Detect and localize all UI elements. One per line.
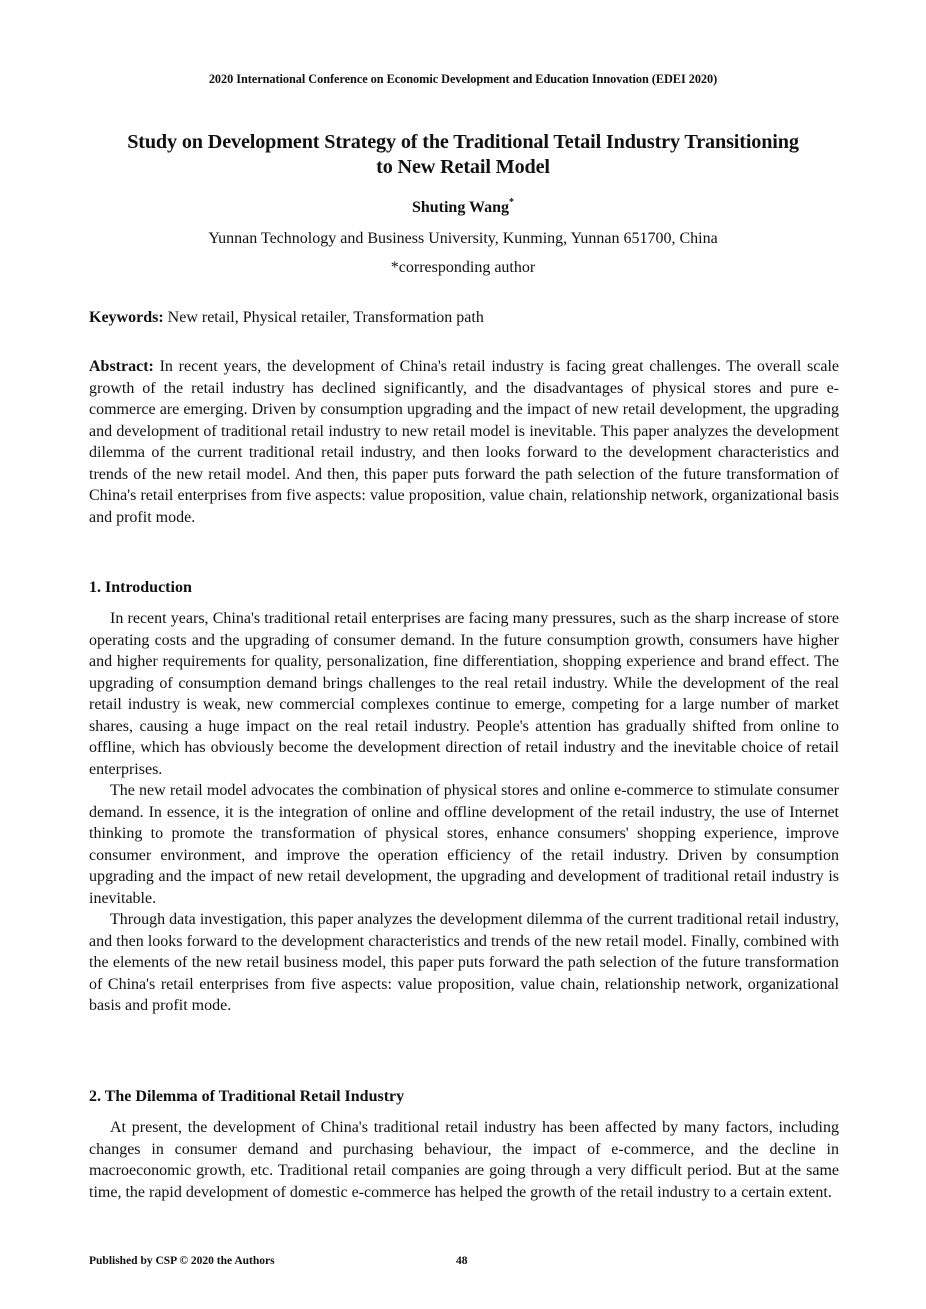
paper-title-line-2: to New Retail Model — [376, 156, 550, 178]
paragraph: In recent years, China's traditional retail enterprises are facing many pressures, such as the sharp increase of store operating costs and the upgrading of consumer demand. In the future consumption growth, consumers have higher and higher requirements for quality, personalization, fine differentiation, shopping experience and brand effect. The upgrading of consumption demand brings challenges to the real retail industry. While the development of the real retail industry is weak, new commercial complexes continue to emerge, competing for a large number of market shares, causing a huge impact on the real retail industry. People's attention has gradually shifted from online to offline, which has obviously become the development direction of retail industry and the inevitable choice of retail enterprises. — [89, 610, 839, 778]
section-body-dilemma — [89, 1117, 839, 1203]
corresponding-marker: * — [509, 197, 515, 208]
section-heading-introduction: 1. Introduction — [89, 579, 192, 596]
author-affiliation: Yunnan Technology and Business University, Kunming, Yunnan 651700, China — [208, 230, 718, 247]
keywords-text: New retail, Physical retailer, Transformation path — [163, 309, 484, 326]
keywords-label: Keywords: — [89, 309, 164, 326]
corresponding-author-note: *corresponding author — [390, 259, 536, 276]
paragraph: Through data investigation, this paper analyzes the development dilemma of the current traditional retail industry, and then looks forward to the development characteristics and trends of the new retail model. Finally, combined with the elements of the new retail business model, this paper puts forward the path selection of the future transformation of China's retail enterprises from five aspects: value proposition, value chain, relationship network, organizational basis and profit mode. — [89, 911, 839, 1014]
conference-header: 2020 International Conference on Economic Development and Education Innovation (EDEI 2020) — [208, 72, 718, 86]
paragraph: The new retail model advocates the combination of physical stores and online e-commerce to stimulate consumer demand. In essence, it is the integration of online and offline development of the retail industry, the use of Internet thinking to promote the transformation of physical stores, enhance consumers' shopping experience, improve consumer environment, and improve the operation efficiency of the retail industry. Driven by consumption upgrading and the impact of new retail development, the upgrading and development of traditional retail industry is inevitable. — [89, 782, 839, 907]
abstract-label: Abstract: — [89, 358, 154, 375]
author-name: Shuting Wang — [411, 199, 510, 216]
footer-publisher: Published by CSP © 2020 the Authors — [89, 1255, 275, 1267]
paper-title — [60, 130, 866, 180]
paper-title-line-1: Study on Development Strategy of the Traditional Tetail Industry Transitioning — [127, 131, 799, 153]
page-number: 48 — [456, 1255, 468, 1267]
section-body-introduction — [89, 608, 839, 1017]
paragraph: At present, the development of China's traditional retail industry has been affected by many factors, including changes in consumer demand and purchasing behaviour, the impact of e-commerce, and the decline in macroeconomic growth, etc. Traditional retail companies are going through a very difficult period. But at the same time, the rapid development of domestic e-commerce has helped the growth of the retail industry to a certain extent. — [89, 1119, 839, 1201]
section-heading-dilemma: 2. The Dilemma of Traditional Retail Industry — [89, 1088, 405, 1105]
author-line — [0, 199, 926, 217]
abstract — [89, 356, 839, 528]
abstract-text: In recent years, the development of China's retail industry is facing great challenges. The overall scale growth of the retail industry has declined significantly, and the disadvantages of physical stores and pure e-commerce are emerging. Driven by consumption upgrading and the impact of new retail development, the upgrading and development of traditional retail industry to new retail model is inevitable. This paper analyzes the development dilemma of the current traditional retail industry, and then looks forward to the development characteristics and trends of the new retail model. And then, this paper puts forward the path selection of the future transformation of China's retail enterprises from five aspects: value proposition, value chain, relationship network, organizational basis and profit mode. — [89, 358, 839, 526]
keywords — [89, 307, 839, 329]
